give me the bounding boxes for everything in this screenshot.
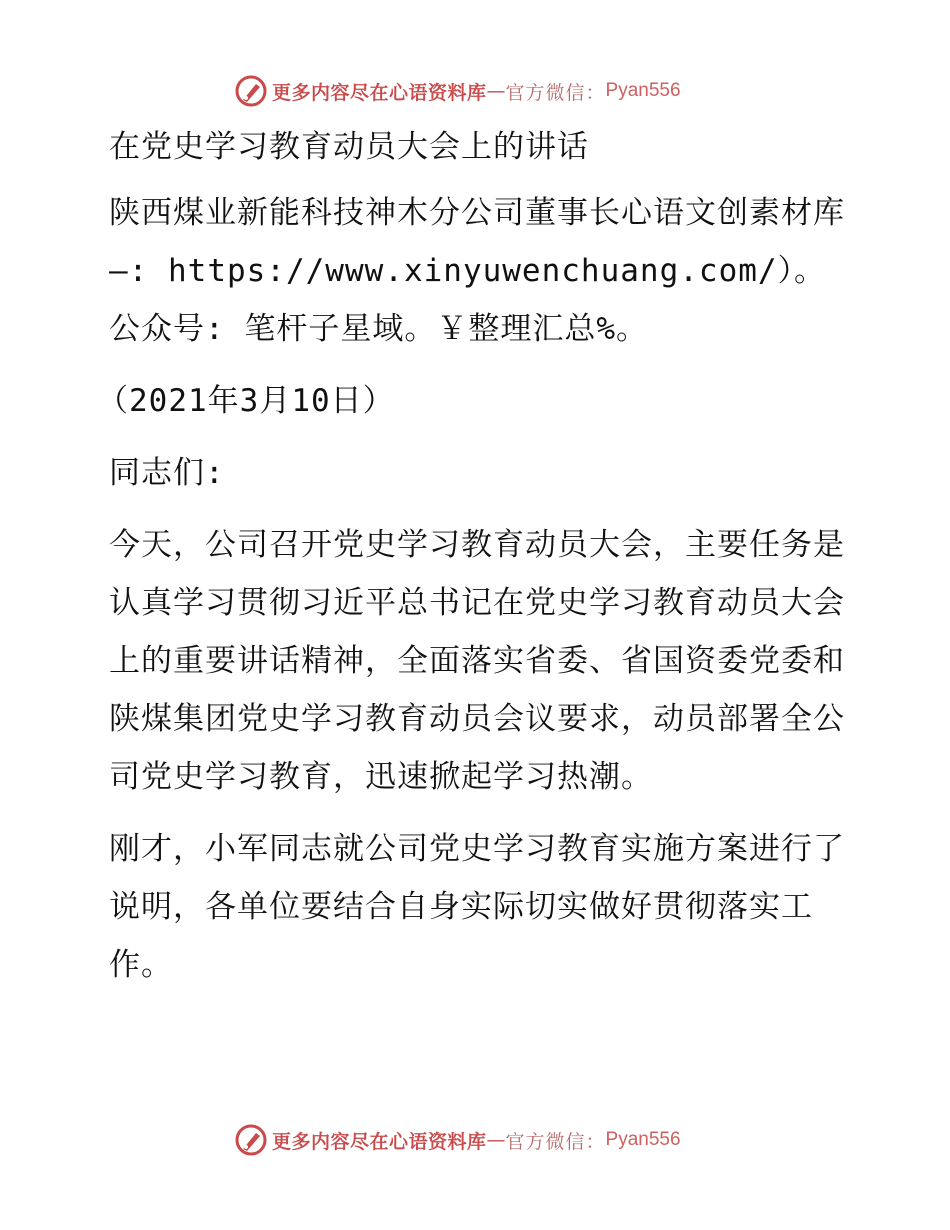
body-paragraph: 今天，公司召开党史学习教育动员大会，主要任务是认真学习贯彻习近平总书记在党史学习教育动员大会上的重要讲话精神，全面落实省委、省国资委党委和陕煤集团党史学习教育动员会议要求，动员部署全公司党史学习教育，迅速掀起学习热潮。 bbox=[109, 527, 845, 795]
greeting: 同志们: bbox=[109, 455, 225, 491]
watermark-main-text: 更多内容尽在心语资料库 bbox=[272, 81, 487, 104]
watermark-wechat-id: Pyan556 bbox=[605, 1129, 681, 1150]
watermark-wechat-id: Pyan556 bbox=[605, 80, 681, 101]
footer-watermark bbox=[234, 1120, 681, 1160]
watermark-sub-text: 官方微信： bbox=[505, 1130, 606, 1153]
watermark-main-text: 更多内容尽在心语资料库 bbox=[272, 1130, 487, 1153]
watermark-dash: — bbox=[486, 1129, 506, 1151]
author-line: 陕西煤业新能科技神木分公司董事长心语文创素材库—: https://www.xinyuwenchuang.com/）。公众号: 笔杆子星域。￥整理汇总%。 bbox=[109, 195, 845, 347]
header-watermark bbox=[234, 71, 681, 111]
pen-logo-icon bbox=[234, 74, 268, 108]
body-paragraph: 刚才，小军同志就公司党史学习教育实施方案进行了说明，各单位要结合自身实际切实做好贯彻落实工作。 bbox=[109, 831, 845, 983]
watermark-dash: — bbox=[486, 80, 506, 102]
document-title: 在党史学习教育动员大会上的讲话 bbox=[109, 129, 589, 165]
watermark-sub-text: 官方微信： bbox=[505, 81, 606, 104]
pen-logo-icon bbox=[234, 1123, 268, 1157]
speech-date: （2021年3月10日） bbox=[97, 383, 395, 419]
document-body bbox=[97, 118, 857, 994]
